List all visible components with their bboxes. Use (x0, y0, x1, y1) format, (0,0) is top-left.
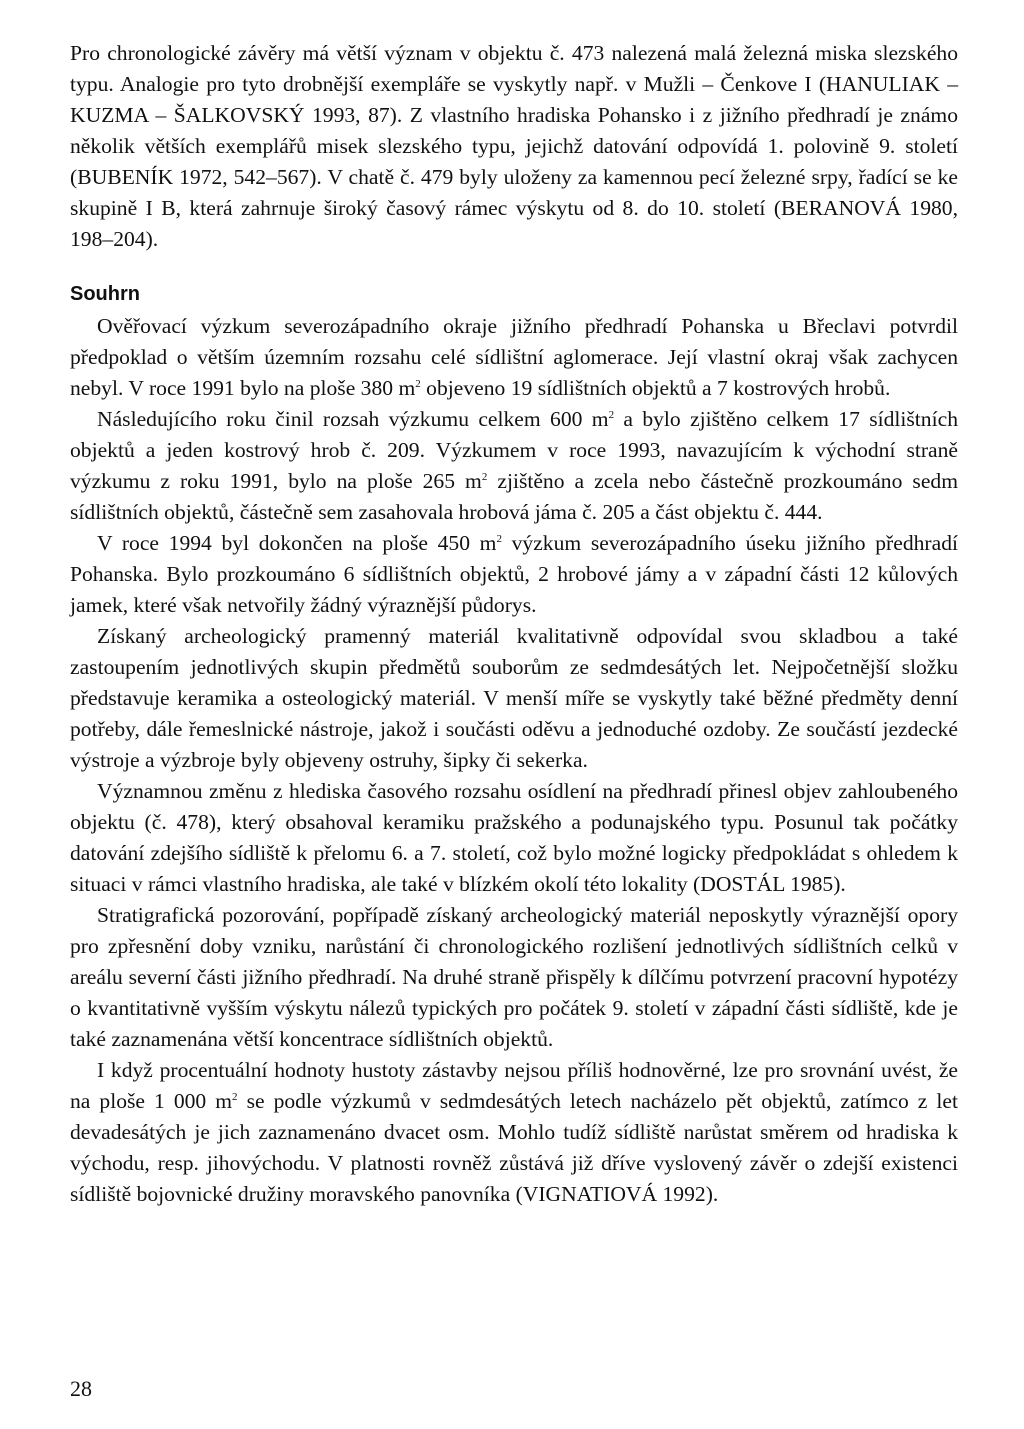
text-run: se podle výzkumů v sedmdesátých letech nacházelo pět objektů, zatímco z let devadesátých je jich zaznamenáno dvacet osm. Mohlo tudíž sídliště narůstat směrem od hradiska k východu, resp. jihovýchodu. V platnosti rovněž zůstává již dříve vyslovený závěr o zdejší existenci sídliště bojovnické družiny moravského panovníka (VIGNATIOVÁ 1992). (70, 1089, 958, 1206)
summary-paragraph-7 (70, 1055, 958, 1210)
text-run: Následujícího roku činil rozsah výzkumu celkem 600 m (97, 407, 609, 431)
text-run: objeveno 19 sídlištních objektů a 7 kostrových hrobů. (420, 376, 891, 400)
summary-paragraph-2 (70, 404, 958, 528)
superscript: 2 (496, 533, 502, 545)
superscript: 2 (608, 409, 615, 421)
summary-paragraph-1 (70, 311, 958, 404)
text-run: a bylo zjištěno celkem 17 sídlištních objektů a jeden kostrový hrob č. 209. Výzkumem v roce 1993, navazujícím k východní straně výzkumu z roku 1991, bylo na ploše 265 m (70, 407, 958, 493)
superscript: 2 (481, 471, 488, 483)
text-run: V roce 1994 byl dokončen na ploše 450 m (97, 531, 497, 555)
text-run: výzkum severozápadního úseku jižního předhradí Pohanska. Bylo prozkoumáno 6 sídlištních objektů, 2 hrobové jámy a v západní části 12 kůlových jamek, které však netvořily žádný výraznější půdorys. (70, 531, 958, 617)
text-run: I když procentuální hodnoty hustoty zástavby nejsou příliš hodnověrné, lze pro srovnání uvést, že na ploše 1 000 m (70, 1058, 958, 1113)
intro-paragraph: Pro chronologické závěry má větší význam v objektu č. 473 nalezená malá železná miska slezského typu. Analogie pro tyto drobnější exempláře se vyskytly např. v Mužli – Čenkove I (HANULIAK – KUZMA – ŠALKOVSKÝ 1993, 87). Z vlastního hradiska Pohansko i z jižního předhradí je známo několik větších exemplářů misek slezského typu, jejichž datování odpovídá 1. polovině 9. století (BUBENÍK 1972, 542–567). V chatě č. 479 byly uloženy za kamennou pecí železné srpy, řadící se ke skupině I B, která zahrnuje široký časový rámec výskytu od 8. do 10. století (BERANOVÁ 1980, 198–204). (70, 41, 958, 251)
summary-paragraph-6: Stratigrafická pozorování, popřípadě získaný archeologický materiál neposkytly výraznější opory pro zpřesnění doby vzniku, narůstání či chronologického rozlišení jednotlivých sídlištních celků v areálu severní části jižního předhradí. Na druhé straně přispěly k dílčímu potvrzení pracovní hypotézy o kvantitativně vyšším výskytu nálezů typických pro počátek 9. století v západní části sídliště, kde je také zaznamenána větší koncentrace sídlištních objektů. (70, 903, 958, 1051)
summary-paragraph-5: Významnou změnu z hlediska časového rozsahu osídlení na předhradí přinesl objev zahloubeného objektu (č. 478), který obsahoval keramiku pražského a podunajského typu. Posunul tak počátky datování zdejšího sídliště k přelomu 6. a 7. století, což bylo možné logicky předpokládat s ohledem k situaci v rámci vlastního hradiska, ale také v blízkém okolí této lokality (DOSTÁL 1985). (70, 779, 958, 896)
superscript: 2 (415, 378, 421, 390)
superscript: 2 (232, 1091, 238, 1103)
section-heading: Souhrn (70, 283, 140, 305)
text-run: Ověřovací výzkum severozápadního okraje jižního předhradí Pohanska u Břeclavi potvrdil předpoklad o větším územním rozsahu celé sídlištní aglomerace. Její vlastní okraj však zachycen nebyl. V roce 1991 bylo na ploše 380 m (70, 314, 958, 400)
page-number: 28 (70, 1376, 92, 1401)
text-run: zjištěno a zcela nebo částečně prozkoumáno sedm sídlištních objektů, částečně sem zasahovala hrobová jáma č. 205 a část objektu č. 444. (70, 469, 958, 524)
document-page (70, 38, 958, 1210)
summary-paragraph-3 (70, 528, 958, 621)
summary-paragraph-4: Získaný archeologický pramenný materiál kvalitativně odpovídal svou skladbou a také zastoupením jednotlivých skupin předmětů souborům ze sedmdesátých let. Nejpočetnější složku představuje keramika a osteologický materiál. V menší míře se vyskytly také běžné předměty denní potřeby, dále řemeslnické nástroje, jakož i součásti oděvu a jednoduché ozdoby. Ze součástí jezdecké výstroje a výzbroje byly objeveny ostruhy, šipky či sekerka. (70, 624, 958, 772)
